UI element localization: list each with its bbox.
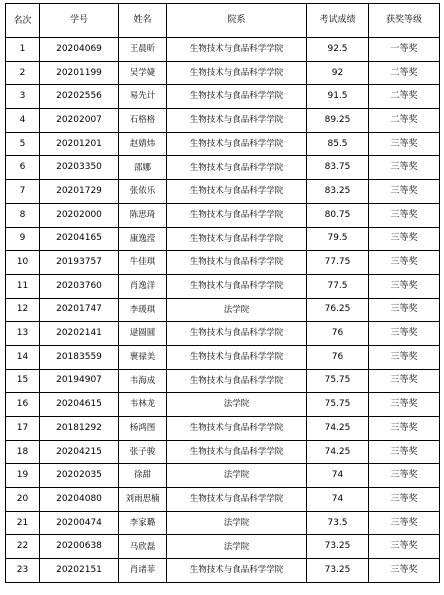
cell-rank: 2 xyxy=(6,61,40,85)
cell-name: 马欣磊 xyxy=(119,535,167,559)
cell-department: 生物技术与食品科学学院 xyxy=(167,156,307,180)
cell-award: 一等奖 xyxy=(369,38,440,62)
cell-name: 徐甜 xyxy=(119,464,167,488)
cell-name: 李家璐 xyxy=(119,511,167,535)
cell-student-id: 20202151 xyxy=(40,559,119,583)
table-row xyxy=(6,322,440,346)
award-results-table xyxy=(5,3,440,583)
cell-department: 生物技术与食品科学学院 xyxy=(167,227,307,251)
cell-rank: 16 xyxy=(6,393,40,417)
cell-rank: 19 xyxy=(6,464,40,488)
cell-name: 韦海成 xyxy=(119,369,167,393)
cell-award: 三等奖 xyxy=(369,369,440,393)
cell-score: 80.75 xyxy=(307,203,369,227)
cell-score: 77.75 xyxy=(307,251,369,275)
cell-award: 三等奖 xyxy=(369,417,440,441)
cell-rank: 12 xyxy=(6,298,40,322)
header-score: 考试成绩 xyxy=(307,4,369,38)
cell-name: 张子骏 xyxy=(119,440,167,464)
cell-rank: 15 xyxy=(6,369,40,393)
cell-student-id: 20202000 xyxy=(40,203,119,227)
cell-rank: 11 xyxy=(6,274,40,298)
cell-score: 74.25 xyxy=(307,440,369,464)
cell-rank: 20 xyxy=(6,488,40,512)
cell-name: 逯圆圆 xyxy=(119,322,167,346)
table-row xyxy=(6,132,440,156)
cell-award: 三等奖 xyxy=(369,203,440,227)
table-row xyxy=(6,38,440,62)
cell-score: 76 xyxy=(307,345,369,369)
cell-name: 肖逸洋 xyxy=(119,274,167,298)
cell-rank: 18 xyxy=(6,440,40,464)
cell-score: 74 xyxy=(307,464,369,488)
cell-student-id: 20201729 xyxy=(40,180,119,204)
cell-student-id: 20181292 xyxy=(40,417,119,441)
cell-name: 刘雨思楠 xyxy=(119,488,167,512)
cell-name: 裹禄美 xyxy=(119,345,167,369)
cell-name: 邵娜 xyxy=(119,156,167,180)
cell-student-id: 20203350 xyxy=(40,156,119,180)
cell-department: 生物技术与食品科学学院 xyxy=(167,203,307,227)
cell-score: 73.25 xyxy=(307,535,369,559)
cell-name: 石格格 xyxy=(119,109,167,133)
cell-award: 三等奖 xyxy=(369,464,440,488)
cell-rank: 21 xyxy=(6,511,40,535)
cell-student-id: 20194907 xyxy=(40,369,119,393)
cell-student-id: 20203760 xyxy=(40,274,119,298)
cell-department: 生物技术与食品科学学院 xyxy=(167,61,307,85)
table-row xyxy=(6,369,440,393)
cell-department: 法学院 xyxy=(167,393,307,417)
cell-rank: 13 xyxy=(6,322,40,346)
cell-department: 生物技术与食品科学学院 xyxy=(167,559,307,583)
cell-award: 三等奖 xyxy=(369,559,440,583)
cell-score: 85.5 xyxy=(307,132,369,156)
cell-department: 生物技术与食品科学学院 xyxy=(167,180,307,204)
cell-rank: 17 xyxy=(6,417,40,441)
cell-rank: 7 xyxy=(6,180,40,204)
cell-department: 生物技术与食品科学学院 xyxy=(167,345,307,369)
cell-student-id: 20201201 xyxy=(40,132,119,156)
cell-name: 李瑗琪 xyxy=(119,298,167,322)
cell-award: 三等奖 xyxy=(369,488,440,512)
cell-rank: 23 xyxy=(6,559,40,583)
cell-name: 牛佳琪 xyxy=(119,251,167,275)
table-row xyxy=(6,61,440,85)
cell-department: 生物技术与食品科学学院 xyxy=(167,488,307,512)
table-row xyxy=(6,345,440,369)
cell-score: 74 xyxy=(307,488,369,512)
cell-student-id: 20183559 xyxy=(40,345,119,369)
table-row xyxy=(6,298,440,322)
cell-score: 73.5 xyxy=(307,511,369,535)
header-award: 获奖等级 xyxy=(369,4,440,38)
cell-department: 生物技术与食品科学学院 xyxy=(167,109,307,133)
table-row xyxy=(6,488,440,512)
cell-department: 生物技术与食品科学学院 xyxy=(167,417,307,441)
table-row xyxy=(6,85,440,109)
cell-name: 韦林龙 xyxy=(119,393,167,417)
cell-name: 王晨昕 xyxy=(119,38,167,62)
cell-award: 二等奖 xyxy=(369,61,440,85)
cell-student-id: 20204215 xyxy=(40,440,119,464)
cell-name: 易先计 xyxy=(119,85,167,109)
cell-award: 三等奖 xyxy=(369,298,440,322)
cell-department: 生物技术与食品科学学院 xyxy=(167,440,307,464)
table-row xyxy=(6,559,440,583)
cell-student-id: 20202556 xyxy=(40,85,119,109)
table-row xyxy=(6,274,440,298)
cell-rank: 14 xyxy=(6,345,40,369)
cell-department: 生物技术与食品科学学院 xyxy=(167,251,307,275)
cell-rank: 5 xyxy=(6,132,40,156)
cell-student-id: 20204615 xyxy=(40,393,119,417)
cell-student-id: 20200474 xyxy=(40,511,119,535)
table-row xyxy=(6,227,440,251)
cell-student-id: 20201199 xyxy=(40,61,119,85)
cell-award: 三等奖 xyxy=(369,156,440,180)
cell-award: 三等奖 xyxy=(369,180,440,204)
table-row xyxy=(6,440,440,464)
cell-score: 89.25 xyxy=(307,109,369,133)
cell-student-id: 20202141 xyxy=(40,322,119,346)
cell-award: 三等奖 xyxy=(369,393,440,417)
cell-name: 康逸滢 xyxy=(119,227,167,251)
cell-score: 76.25 xyxy=(307,298,369,322)
cell-department: 生物技术与食品科学学院 xyxy=(167,38,307,62)
cell-award: 三等奖 xyxy=(369,345,440,369)
cell-student-id: 20201747 xyxy=(40,298,119,322)
cell-score: 75.75 xyxy=(307,369,369,393)
cell-score: 75.75 xyxy=(307,393,369,417)
cell-score: 76 xyxy=(307,322,369,346)
cell-student-id: 20204080 xyxy=(40,488,119,512)
cell-rank: 22 xyxy=(6,535,40,559)
cell-department: 生物技术与食品科学学院 xyxy=(167,369,307,393)
cell-award: 三等奖 xyxy=(369,132,440,156)
cell-rank: 10 xyxy=(6,251,40,275)
header-rank: 名次 xyxy=(6,4,40,38)
cell-name: 赵婧炜 xyxy=(119,132,167,156)
header-row xyxy=(6,4,440,38)
cell-award: 二等奖 xyxy=(369,85,440,109)
header-name: 姓名 xyxy=(119,4,167,38)
cell-award: 三等奖 xyxy=(369,322,440,346)
cell-department: 法学院 xyxy=(167,511,307,535)
table-header xyxy=(6,4,440,38)
cell-name: 张依乐 xyxy=(119,180,167,204)
cell-name: 陈思琦 xyxy=(119,203,167,227)
cell-department: 法学院 xyxy=(167,298,307,322)
cell-student-id: 20193757 xyxy=(40,251,119,275)
table-body xyxy=(6,38,440,583)
table-row xyxy=(6,417,440,441)
cell-rank: 9 xyxy=(6,227,40,251)
cell-award: 二等奖 xyxy=(369,109,440,133)
cell-student-id: 20202007 xyxy=(40,109,119,133)
cell-rank: 3 xyxy=(6,85,40,109)
cell-department: 生物技术与食品科学学院 xyxy=(167,132,307,156)
table-row xyxy=(6,464,440,488)
cell-name: 吴学婕 xyxy=(119,61,167,85)
cell-name: 肖诸菲 xyxy=(119,559,167,583)
cell-department: 生物技术与食品科学学院 xyxy=(167,322,307,346)
cell-award: 三等奖 xyxy=(369,251,440,275)
cell-rank: 8 xyxy=(6,203,40,227)
cell-score: 79.5 xyxy=(307,227,369,251)
table-row xyxy=(6,180,440,204)
cell-score: 92.5 xyxy=(307,38,369,62)
cell-award: 三等奖 xyxy=(369,440,440,464)
table-row xyxy=(6,203,440,227)
cell-department: 法学院 xyxy=(167,464,307,488)
cell-department: 生物技术与食品科学学院 xyxy=(167,274,307,298)
cell-department: 法学院 xyxy=(167,535,307,559)
cell-award: 三等奖 xyxy=(369,511,440,535)
table-row xyxy=(6,251,440,275)
cell-name: 杨鸿图 xyxy=(119,417,167,441)
cell-award: 三等奖 xyxy=(369,227,440,251)
table-row xyxy=(6,393,440,417)
cell-score: 92 xyxy=(307,61,369,85)
cell-department: 生物技术与食品科学学院 xyxy=(167,85,307,109)
cell-score: 74.25 xyxy=(307,417,369,441)
cell-student-id: 20204165 xyxy=(40,227,119,251)
table-row xyxy=(6,109,440,133)
table-row xyxy=(6,156,440,180)
header-department: 院系 xyxy=(167,4,307,38)
header-student-id: 学号 xyxy=(40,4,119,38)
cell-rank: 4 xyxy=(6,109,40,133)
cell-student-id: 20202035 xyxy=(40,464,119,488)
cell-rank: 6 xyxy=(6,156,40,180)
table-row xyxy=(6,535,440,559)
cell-score: 83.25 xyxy=(307,180,369,204)
cell-score: 77.5 xyxy=(307,274,369,298)
table-row xyxy=(6,511,440,535)
cell-award: 三等奖 xyxy=(369,274,440,298)
cell-rank: 1 xyxy=(6,38,40,62)
cell-score: 83.75 xyxy=(307,156,369,180)
cell-student-id: 20200638 xyxy=(40,535,119,559)
cell-score: 91.5 xyxy=(307,85,369,109)
cell-award: 三等奖 xyxy=(369,535,440,559)
cell-score: 73.25 xyxy=(307,559,369,583)
cell-student-id: 20204069 xyxy=(40,38,119,62)
